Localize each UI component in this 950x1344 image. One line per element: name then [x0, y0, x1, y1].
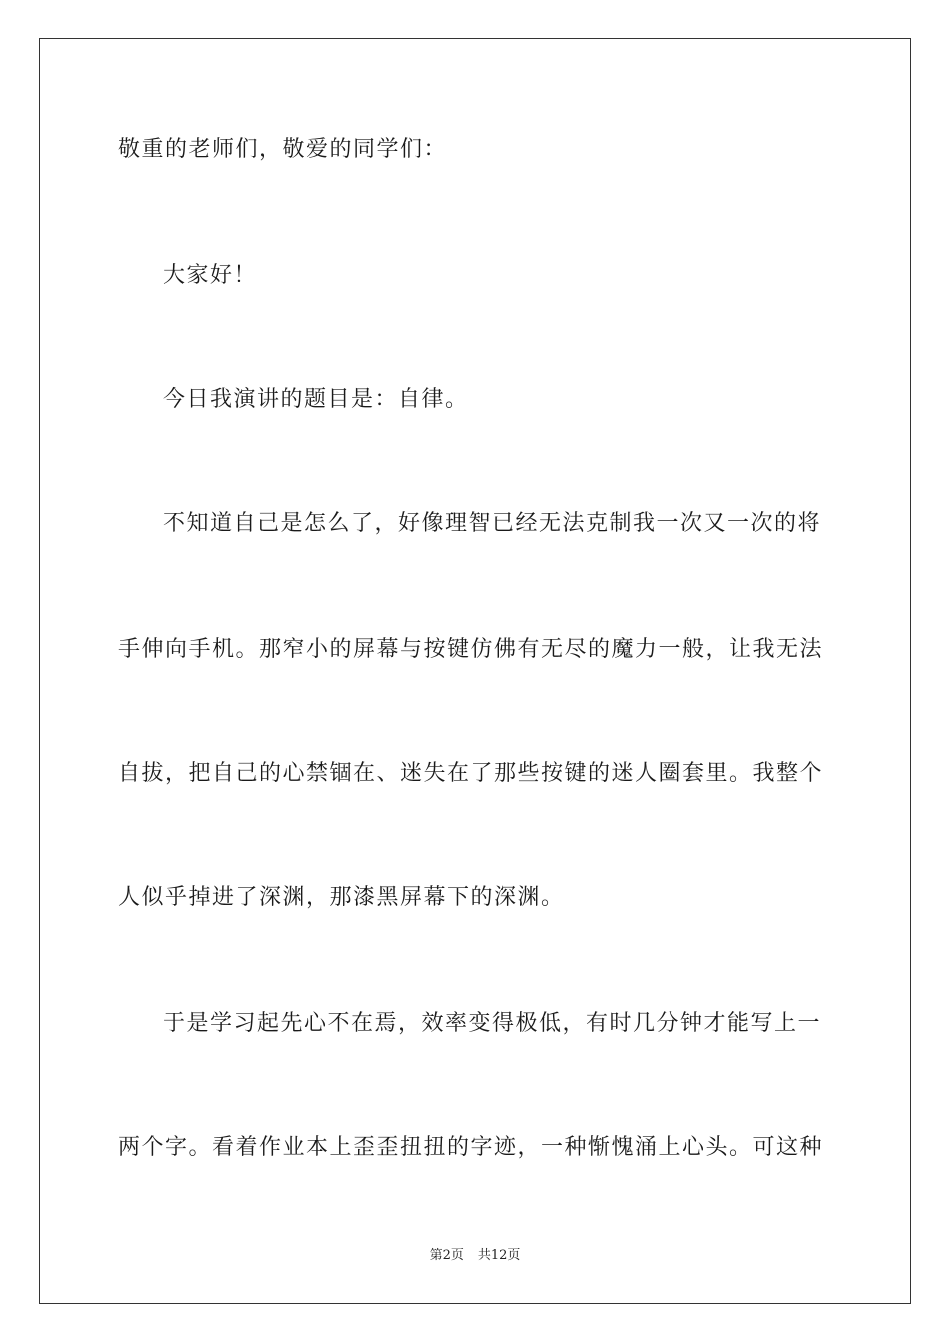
body-line: 两个字。看着作业本上歪歪扭扭的字迹，一种惭愧涌上心头。可这种 — [118, 1135, 824, 1160]
body-line: 手伸向手机。那窄小的屏幕与按键仿佛有无尽的魔力一般，让我无法 — [118, 637, 824, 662]
greeting-line: 大家好！ — [163, 263, 258, 288]
body-line: 自拔，把自己的心禁锢在、迷失在了那些按键的迷人圈套里。我整个 — [118, 761, 824, 786]
topic-line: 今日我演讲的题目是：自律。 — [163, 387, 469, 412]
body-line: 于是学习起先心不在焉，效率变得极低，有时几分钟才能写上一 — [163, 1011, 822, 1036]
body-line: 不知道自己是怎么了，好像理智已经无法克制我一次又一次的将 — [163, 511, 822, 536]
body-line: 人似乎掉进了深渊，那漆黑屏幕下的深渊。 — [118, 885, 565, 910]
page-total: 共12页 — [477, 1248, 521, 1263]
page-border — [39, 38, 911, 1304]
page-number: 第2页 — [429, 1248, 464, 1263]
page-footer — [0, 1247, 950, 1265]
salutation-line: 敬重的老师们，敬爱的同学们： — [118, 137, 448, 162]
